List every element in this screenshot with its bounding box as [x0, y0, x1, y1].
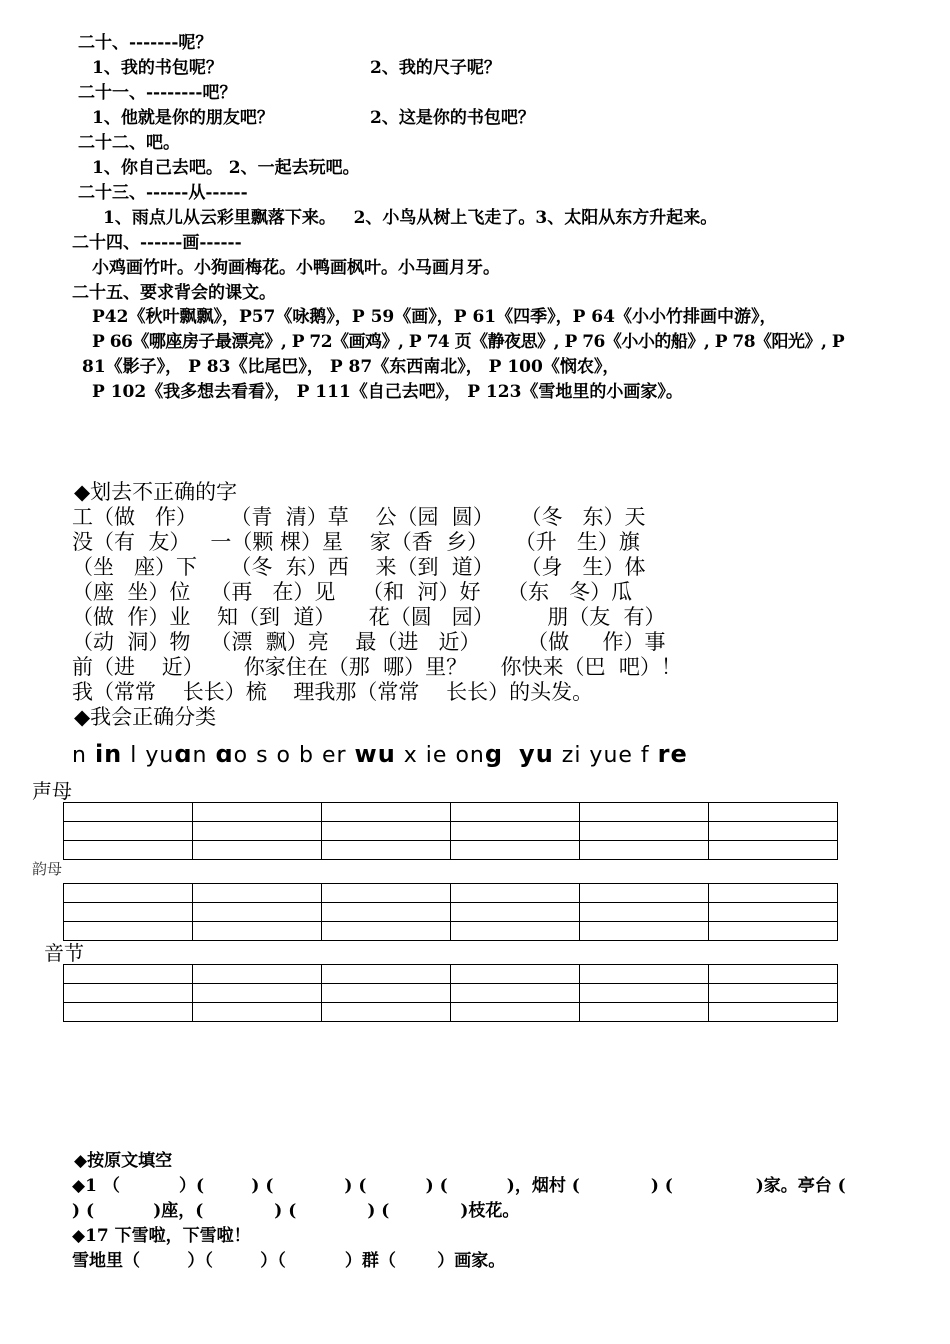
fill-heading: ◆按原文填空	[74, 1151, 173, 1171]
sec25-line-1: P42《秋叶飘飘》，P57《咏鹅》，P 59《画》，P 61《四季》，P 64《小小竹排画中游》，	[92, 307, 777, 327]
cross-out-line: （动 洞）物 （漂 飘）亮 最（进 近） （做 作）事	[72, 630, 666, 654]
fill-line-1: ◆1 （ ）( ) ( ) ( ) ( )，烟村 ( ) ( )家。亭台 (	[72, 1176, 846, 1196]
sec24-examples: 小鸡画竹叶。小狗画梅花。小鸭画枫叶。小马画月牙。	[92, 258, 500, 278]
sec22-examples: 1、你自己去吧。 2、一起去玩吧。	[92, 158, 360, 178]
initials-label: 声母	[32, 779, 72, 803]
pinyin-segment: zi yue f	[553, 743, 658, 768]
pinyin-segment: yu	[519, 740, 554, 768]
sec20-example-1: 1、我的书包呢？	[92, 58, 223, 78]
pinyin-segment: n	[72, 743, 95, 768]
sec25-line-2: P 66《哪座房子最漂亮》, P 72《画鸡》, P 74 页《静夜思》, P 76《小小的船》, P 78《阳光》, P	[92, 332, 845, 352]
sec21-example-2: 2、这是你的书包吧？	[370, 108, 535, 128]
pinyin-segment: g	[484, 740, 504, 768]
pinyin-list	[72, 742, 688, 767]
cross-out-heading: ◆划去不正确的字	[74, 480, 238, 504]
sec23-heading: 二十三、------从------	[78, 183, 248, 203]
cross-out-line: 工（做 作） （青 清）草 公（园 圆） （冬 东）天	[72, 505, 646, 529]
fill-line-3: ◆17 下雪啦，下雪啦！	[72, 1226, 251, 1246]
cross-out-line: 前（进 近） 你家住在（那 哪）里？ 你快来（巴 吧）！	[72, 655, 682, 679]
cross-out-line: 没（有 友） 一（颗 棵）星 家（香 乡） （升 生）旗	[72, 530, 640, 554]
pinyin-segment: ɑ	[215, 740, 234, 768]
cross-out-line: （做 作）业 知（到 道） 花（圆 园） 朋（友 有）	[72, 605, 666, 629]
sec23-examples: 1、雨点儿从云彩里飘落下来。 2、小鸟从树上飞走了。3、太阳从东方升起来。	[103, 208, 718, 228]
cross-out-line: 我（常常 长长）梳 理我那（常常 长长）的头发。	[72, 680, 594, 704]
classify-heading: ◆我会正确分类	[74, 705, 217, 729]
sec20-heading: 二十、-------呢？	[78, 33, 213, 53]
sec21-heading: 二十一、--------吧？	[78, 83, 237, 103]
sec24-heading: 二十四、------画------	[72, 233, 242, 253]
fill-line-2: ) ( )座，( ) ( ) ( )枝花。	[72, 1201, 520, 1221]
pinyin-segment: ɑ	[174, 740, 193, 768]
pinyin-segment: in	[94, 740, 123, 768]
pinyin-segment: l yu	[122, 743, 175, 768]
initials-grid	[63, 802, 838, 860]
pinyin-segment	[503, 743, 519, 768]
sec22-heading: 二十二、吧。	[78, 133, 180, 153]
sec21-example-1: 1、他就是你的朋友吧？	[92, 108, 274, 128]
sec25-line-3: 81《影子》， P 83《比尾巴》， P 87《东西南北》， P 100《悯农》，	[82, 357, 620, 377]
pinyin-segment: o s o b er	[233, 743, 355, 768]
cross-out-line: （坐 座）下 （冬 东）西 来（到 道） （身 生）体	[72, 555, 646, 579]
pinyin-segment: wu	[354, 740, 396, 768]
syllables-grid	[63, 964, 838, 1022]
finals-label: 韵母	[32, 860, 63, 878]
sec25-heading: 二十五、要求背会的课文。	[72, 283, 276, 303]
pinyin-segment: x ie on	[395, 743, 485, 768]
pinyin-segment: re	[657, 740, 688, 768]
syllables-label: 音节	[44, 941, 84, 965]
finals-grid	[63, 883, 838, 941]
sec25-line-4: P 102《我多想去看看》， P 111《自己去吧》， P 123《雪地里的小画家》。	[92, 382, 683, 402]
fill-line-4: 雪地里（ ）（ ）（ ）群（ ）画家。	[72, 1251, 506, 1271]
pinyin-segment: n	[192, 743, 216, 768]
sec20-example-2: 2、我的尺子呢？	[370, 58, 501, 78]
cross-out-line: （座 坐）位 （再 在）见 （和 河）好 （东 冬）瓜	[72, 580, 633, 604]
